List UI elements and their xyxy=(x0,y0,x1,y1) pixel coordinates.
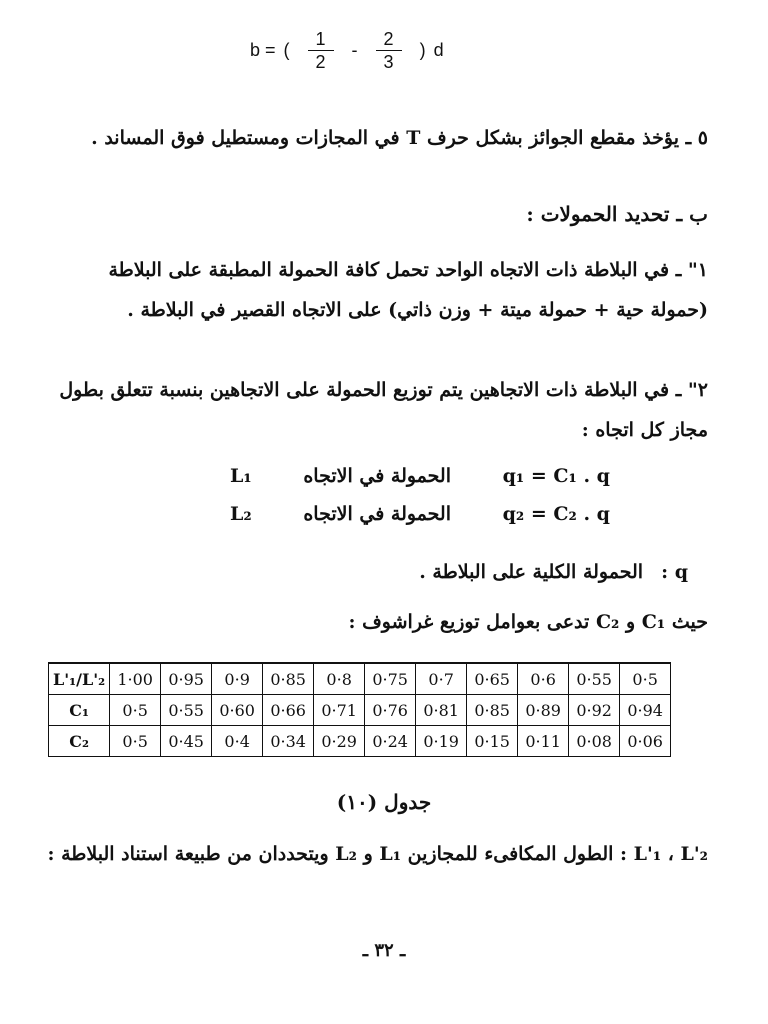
table-row xyxy=(49,726,671,757)
table-cell: 0·65 xyxy=(467,663,518,695)
table-cell: 0·06 xyxy=(620,726,671,757)
fraction-one-half xyxy=(308,28,334,73)
table-cell: 0·9 xyxy=(212,663,263,695)
fraction-numerator: 1 xyxy=(308,28,334,51)
table-row-header: C₂ xyxy=(49,726,110,757)
table-cell: 0·5 xyxy=(110,695,161,726)
q-definition xyxy=(280,552,688,592)
table-cell: 1·00 xyxy=(110,663,161,695)
table-cell: 0·85 xyxy=(467,695,518,726)
table-cell: 0·24 xyxy=(365,726,416,757)
table-cell: 0·75 xyxy=(365,663,416,695)
table-cell: 0·95 xyxy=(161,663,212,695)
table-cell: 0·60 xyxy=(212,695,263,726)
table-cell: 0·76 xyxy=(365,695,416,726)
table-cell: 0·34 xyxy=(263,726,314,757)
equation-q1 xyxy=(230,465,610,487)
fraction-denominator: 2 xyxy=(315,52,326,72)
equation-q2-dir: L₂ xyxy=(230,503,252,525)
section-heading-loads: ب ـ تحديد الحمولات : xyxy=(526,202,708,226)
table-cell: 0·6 xyxy=(518,663,569,695)
table-cell: 0·08 xyxy=(569,726,620,757)
table-cell: 0·11 xyxy=(518,726,569,757)
fraction-denominator: 3 xyxy=(383,52,394,72)
item-1-paragraph: ١" ـ في البلاطة ذات الاتجاه الواحد تحمل كافة الحمولة المطبقة على البلاطة (حمولة حية + حمولة ميتة + وزن ذاتي) على الاتجاه القصير في البلاطة . xyxy=(108,259,708,321)
table-cell: 0·19 xyxy=(416,726,467,757)
table-cell: 0·55 xyxy=(569,663,620,695)
table-cell: 0·71 xyxy=(314,695,365,726)
page-number: ـ ٣٢ ـ xyxy=(362,940,406,961)
equation-q2 xyxy=(230,503,610,525)
table-caption: جدول (١٠) xyxy=(336,790,432,814)
equivalent-length-paragraph: L'₁ ، L'₂ : الطول المكافىء للمجازين L₁ و L₂ ويتحددان من طبيعة استناد البلاطة : xyxy=(47,843,708,865)
equation-q2-formula: q₂ = C₂ . q xyxy=(502,503,610,525)
fraction-two-thirds xyxy=(376,28,402,73)
table-cell: 0·5 xyxy=(620,663,671,695)
table-cell: 0·66 xyxy=(263,695,314,726)
formula-open-paren: ( xyxy=(283,40,290,60)
item-5-paragraph: ٥ ـ يؤخذ مقطع الجوائز بشكل حرف T في المجازات ومستطيل فوق المساند . xyxy=(91,127,708,149)
table-cell: 0·85 xyxy=(263,663,314,695)
table-cell: 0·4 xyxy=(212,726,263,757)
q-text: الحمولة الكلية على البلاطة . xyxy=(419,561,644,583)
formula-lhs: b = xyxy=(250,40,276,60)
table-cell: 0·45 xyxy=(161,726,212,757)
fraction-numerator: 2 xyxy=(376,28,402,51)
formula-minus: - xyxy=(351,40,358,60)
grashof-intro: حيث C₁ و C₂ تدعى بعوامل توزيع غراشوف : xyxy=(348,611,708,633)
equation-q2-text: الحمولة في الاتجاه xyxy=(303,503,451,525)
table-cell: 0·8 xyxy=(314,663,365,695)
table-cell: 0·5 xyxy=(110,726,161,757)
table-cell: 0·15 xyxy=(467,726,518,757)
table-row xyxy=(49,663,671,695)
table-cell: 0·94 xyxy=(620,695,671,726)
q-symbol: q : xyxy=(661,561,688,583)
table-row xyxy=(49,695,671,726)
table-cell: 0·29 xyxy=(314,726,365,757)
equation-q1-text: الحمولة في الاتجاه xyxy=(303,465,451,487)
table-cell: 0·55 xyxy=(161,695,212,726)
formula-close-paren: ) xyxy=(419,40,426,60)
item-2-paragraph: ٢" ـ في البلاطة ذات الاتجاهين يتم توزيع الحمولة على الاتجاهين بنسبة تتعلق بطول مجاز كل اتجاه : xyxy=(59,379,708,441)
table-cell: 0·7 xyxy=(416,663,467,695)
table-cell: 0·81 xyxy=(416,695,467,726)
formula-b xyxy=(250,28,444,73)
table-row-header: L'₁/L'₂ xyxy=(49,663,110,695)
table-cell: 0·89 xyxy=(518,695,569,726)
equation-q1-formula: q₁ = C₁ . q xyxy=(502,465,610,487)
table-cell: 0·92 xyxy=(569,695,620,726)
table-row-header: C₁ xyxy=(49,695,110,726)
formula-suffix: d xyxy=(433,40,444,60)
equation-q1-dir: L₁ xyxy=(230,465,252,487)
grashof-coefficients-table xyxy=(48,662,671,757)
